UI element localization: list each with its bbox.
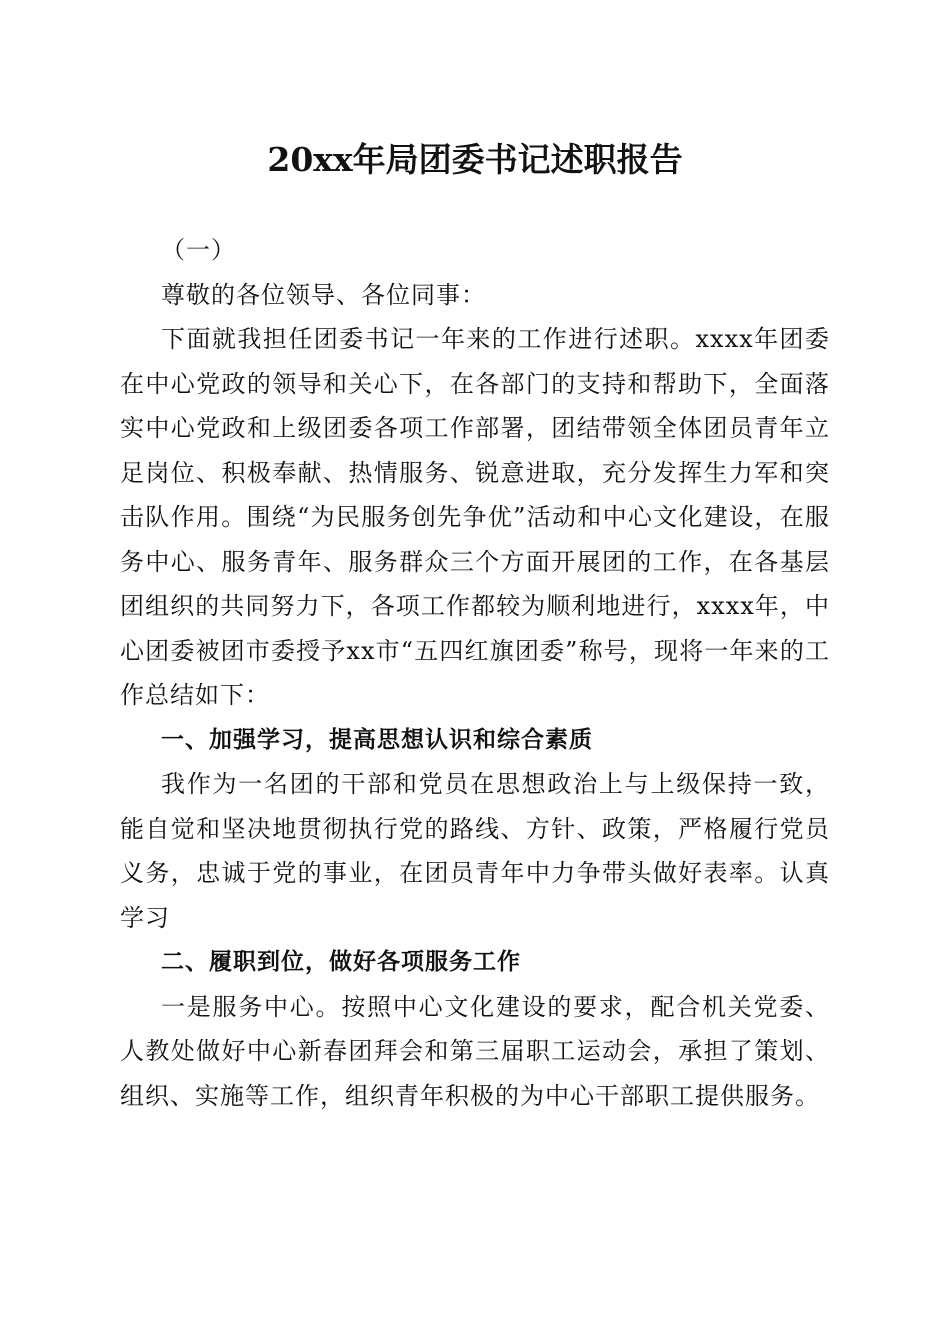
section-marker: （一）	[161, 236, 236, 264]
salutation: 尊敬的各位领导、各位同事：	[161, 280, 486, 309]
paragraph-1: 我作为一名团的干部和党员在思想政治上与上级保持一致，能自觉和坚决地贯彻执行党的路线、方针、政策，严格履行党员义务，忠诚于党的事业，在团员青年中力争带头做好表率。认真学习	[120, 770, 830, 932]
paragraph-2: 一是服务中心。按照中心文化建设的要求，配合机关党委、人教处做好中心新春团拜会和第三届职工运动会，承担了策划、组织、实施等工作，组织青年积极的为中心干部职工提供服务。	[120, 992, 830, 1110]
section-heading-2: 二、履职到位，做好各项服务工作	[161, 949, 521, 975]
section-heading-1: 一、加强学习，提高思想认识和综合素质	[161, 726, 593, 753]
intro-paragraph: 下面就我担任团委书记一年来的工作进行述职。xxxx年团委在中心党政的领导和关心下，在各部门的支持和帮助下，全面落实中心党政和上级团委各项工作部署，团结带领全体团员青年立足岗位、积极奉献、热情服务、锐意进取，充分发挥生力军和突击队作用。围绕“为民服务创先争优”活动和中心文化建设，在服务中心、服务青年、服务群众三个方面开展团的工作，在各基层团组织的共同努力下，各项工作都较为顺利地进行，xxxx年，中心团委被团市委授予xx市“五四红旗团委”称号，现将一年来的工作总结如下：	[120, 325, 830, 709]
document-title: 20xx年局团委书记述职报告	[267, 140, 683, 179]
document-body	[120, 228, 830, 1118]
